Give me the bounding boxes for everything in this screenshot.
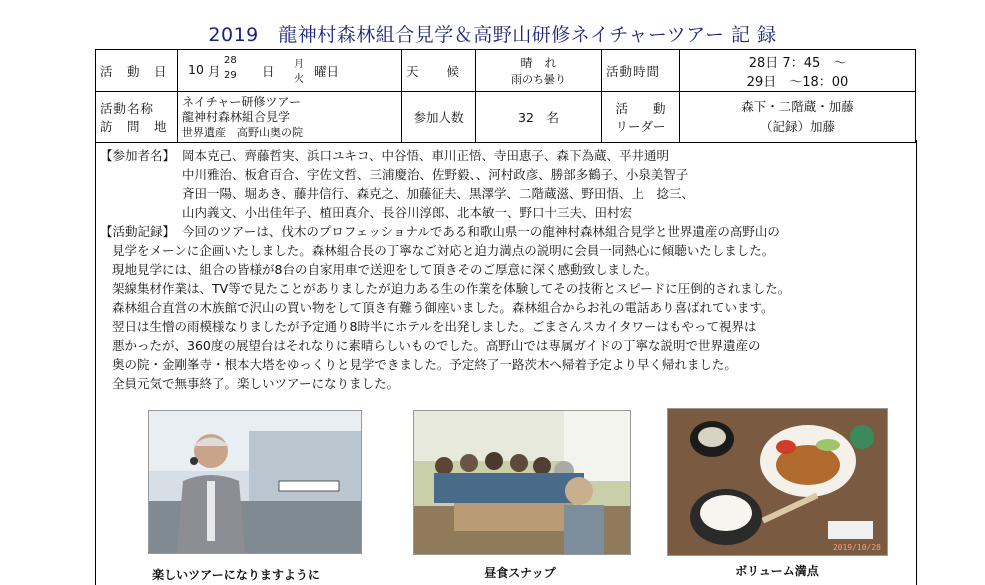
document-title: 2019 龍神村森林組合見学＆高野山研修ネイチャーツアー 記 録 [208,24,777,46]
day-char: 日 [262,64,275,79]
weekday-top: 月 [294,59,304,70]
name-label [96,92,178,143]
participants-line: 中川雅治、板倉百合、宇佐文哲、三浦慶治、佐野毅、、河村政彦、勝部多鶴子、小泉美智子 [182,167,689,182]
leader-label-top: 活 動 [615,101,666,116]
weather-bottom: 雨のち曇り [511,73,566,86]
leader-value [680,92,916,143]
time-bottom: 29日 ～18：00 [746,74,849,90]
participants-line: 斉田一陽、堀あき、藤井信行、森克之、加藤征夫、黒澤学、二階蔵滋、野田悟、上 捻三、 [182,186,695,201]
day-top: 28 [224,55,237,66]
participants-value: 32 名 [476,92,602,143]
weather-label: 天 候 [402,50,476,92]
name-value-3: 世界遺産 高野山奥の院 [182,125,303,139]
leader-label [602,92,680,143]
activity-day-label: 活 動 日 [96,50,178,92]
time-top: 28日 7：45 ～ [748,55,847,71]
time-label: 活動時間 [602,50,680,92]
name-value-1: ネイチャー研修ツアー [182,94,302,109]
leader-label-bottom: リーダー [615,119,666,134]
day-bottom: 29 [224,70,237,81]
record-label-text: 【活動記録】 [100,224,176,239]
record-line: 今回のツアーは、伐木のプロフェッショナルである和歌山県一の龍神村森林組合見学と世界遺産の高野山の [182,224,780,239]
lunch-image [414,411,630,554]
meal-photo [667,408,888,556]
name-value-2: 龍神村森林組合見学 [182,109,291,124]
weekday-bottom: 火 [294,74,304,85]
bus-guide-photo [148,410,362,554]
participants-label-text: 【参加者名】 [100,148,176,163]
record-line: 見学をメーンに企画いたしました。森林組合長の丁寧なご対応と迫力満点の説明に会員一同熱心に傾聴いたしました。 [112,243,775,258]
name-label-bottom: 訪 問 地 [100,119,168,134]
record-line: 全員元気で無事終了。楽しいツアーになりました。 [112,376,400,391]
weather-top: 晴 れ [520,56,557,70]
photo3-caption: ボリューム満点 [735,564,819,578]
name-label-top: 活動名称 [100,101,155,116]
leader-value-2: （記録）加藤 [759,119,835,134]
name-value [178,92,402,143]
record-line: 奥の院・金剛峯寺・根本大塔をゆっくりと見学できました。予定終了一路茨木へ帰着予定より早く帰れました。 [112,357,737,372]
participants-label: 参加人数 [402,92,476,143]
record-line: 架線集材作業は、TV等で見たことがありましたが迫力ある生の作業を体験してその技術とスピードに圧倒的されました。 [112,281,791,296]
participants-line: 岡本克己、齊藤哲実、浜口ユキコ、中谷悟、車川正悟、寺田恵子、森下為蔵、平井通明 [182,148,670,163]
meal-image [668,409,887,555]
weather-value [476,50,602,92]
record-line: 森林組合直営の木族館で沢山の買い物をして頂き有難う御座いました。森林組合からお礼の電話あり喜ばれています。 [112,300,774,315]
leader-value-1: 森下・二階蔵・加藤 [741,99,854,114]
weekday-label: 曜日 [314,64,340,79]
lunch-photo [413,410,631,555]
record-line: 翌日は生憎の雨模様なりましたが予定通り8時半にホテルを出発しました。ごまさんスカイタワーはもやって視界は [112,319,757,334]
month-number: 10 [188,62,204,77]
info-table [95,49,916,143]
activity-date [178,50,402,92]
date-stamp: 2019/10/28 [832,543,881,552]
record-line: 悪かったが、360度の展望台はそれなりに素晴らしいものでした。高野山では専属ガイドの丁寧な説明で世界遺産の [112,338,761,353]
bus-guide-image [149,411,361,553]
photo2-caption: 昼食スナップ [484,566,556,580]
record-line: 現地見学には、組合の皆様が8台の自家用車で送迎をして頂きそのご厚意に深く感動致しました。 [112,262,658,277]
photo1-caption: 楽しいツアーになりますように [152,568,320,582]
time-value [680,50,916,92]
month-char: 月 [208,64,221,79]
participants-line: 山内義文、小出佳年子、植田真介、長谷川淳郎、北本敏一、野口十三夫、田村宏 [182,205,633,220]
